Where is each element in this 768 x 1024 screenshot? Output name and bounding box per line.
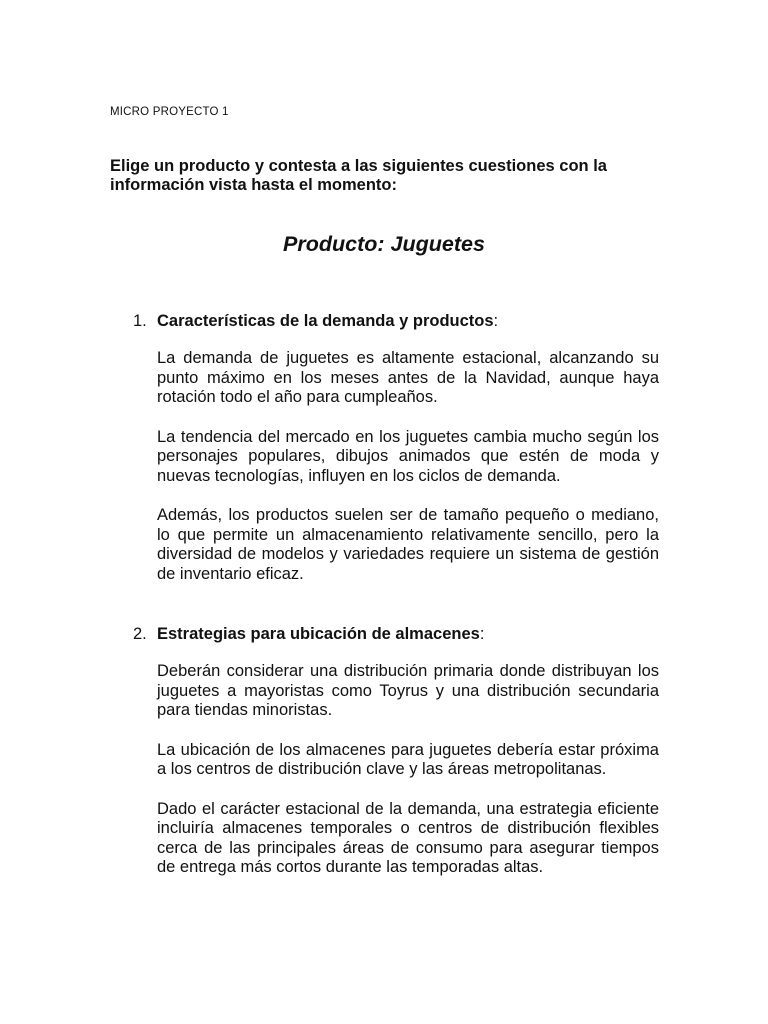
section-number: 1. [133,312,147,330]
section-warehouse-strategies [133,624,663,878]
product-title: Producto: Juguetes [283,232,485,256]
section-heading [133,311,663,331]
section-title-suffix: : [493,312,499,330]
section-title-suffix: : [479,625,485,643]
paragraph: Dado el carácter estacional de la demanda, una estrategia eficiente incluiría almacenes temporales o centros de distribución flexibles cerca de las principales áreas de consumo para asegurar tiempos de entrega más cortos durante las temporadas altas. [157,799,659,876]
section-number: 2. [133,625,147,643]
section-title: Características de la demanda y productos [157,312,494,330]
paragraph: La demanda de juguetes es altamente estacional, alcanzando su punto máximo en los meses antes de la Navidad, aunque haya rotación todo el año para cumpleaños. [157,349,659,406]
paragraph: Deberán considerar una distribución primaria donde distribuyan los juguetes a mayoristas como Toyrus y una distribución secundaria para tiendas minoristas. [157,662,659,719]
document-header-label: MICRO PROYECTO 1 [110,106,229,118]
paragraph: La tendencia del mercado en los juguetes cambia mucho según los personajes populares, dibujos animados que estén de moda y nuevas tecnologías, influyen en los ciclos de demanda. [157,427,659,485]
paragraph: Además, los productos suelen ser de tamaño pequeño o mediano, lo que permite un almacenamiento relativamente sencillo, pero la diversidad de modelos y variedades requiere un sistema de gestión de inventario eficaz. [157,506,659,583]
intro-instructions: Elige un producto y contesta a las siguientes cuestiones con la información vista hasta el momento: [110,157,607,194]
section-heading [133,624,663,644]
paragraph: La ubicación de los almacenes para juguetes debería estar próxima a los centros de distribución clave y las áreas metropolitanas. [157,740,659,778]
section-title: Estrategias para ubicación de almacenes [157,625,480,643]
section-demand-characteristics [133,311,663,584]
